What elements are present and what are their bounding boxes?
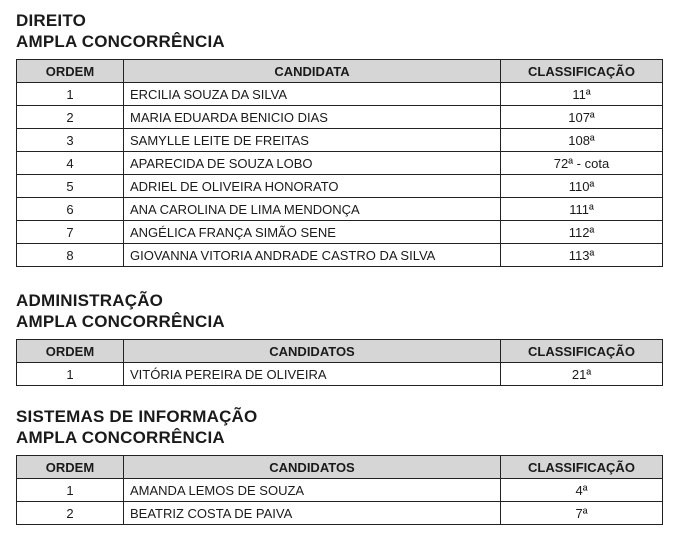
results-table (16, 59, 663, 267)
results-table (16, 455, 663, 525)
header-ordem: ORDEM (17, 60, 124, 83)
table-row (17, 363, 663, 386)
cell-classificacao: 113ª (501, 244, 663, 267)
table-header-row (17, 456, 663, 479)
section-subtitle: AMPLA CONCORRÊNCIA (16, 428, 225, 447)
table-row (17, 198, 663, 221)
cell-nome: ADRIEL DE OLIVEIRA HONORATO (124, 175, 501, 198)
header-candidatos: CANDIDATOS (124, 340, 501, 363)
cell-nome: VITÓRIA PEREIRA DE OLIVEIRA (124, 363, 501, 386)
table-row (17, 152, 663, 175)
cell-ordem: 3 (17, 129, 124, 152)
cell-nome: APARECIDA DE SOUZA LOBO (124, 152, 501, 175)
header-classificacao: CLASSIFICAÇÃO (501, 456, 663, 479)
header-ordem: ORDEM (17, 340, 124, 363)
section-title: SISTEMAS DE INFORMAÇÃO (16, 407, 258, 426)
section-title: ADMINISTRAÇÃO (16, 291, 164, 310)
table-row (17, 175, 663, 198)
cell-ordem: 6 (17, 198, 124, 221)
table-header-row (17, 340, 663, 363)
table-row (17, 106, 663, 129)
header-candidata: CANDIDATA (124, 60, 501, 83)
cell-nome: ERCILIA SOUZA DA SILVA (124, 83, 501, 106)
results-table (16, 339, 663, 386)
cell-ordem: 8 (17, 244, 124, 267)
cell-classificacao: 112ª (501, 221, 663, 244)
cell-classificacao: 107ª (501, 106, 663, 129)
cell-ordem: 5 (17, 175, 124, 198)
cell-classificacao: 21ª (501, 363, 663, 386)
cell-classificacao: 7ª (501, 502, 663, 525)
table-row (17, 221, 663, 244)
section-subtitle: AMPLA CONCORRÊNCIA (16, 312, 225, 331)
cell-classificacao: 108ª (501, 129, 663, 152)
cell-nome: SAMYLLE LEITE DE FREITAS (124, 129, 501, 152)
cell-classificacao: 4ª (501, 479, 663, 502)
cell-classificacao: 110ª (501, 175, 663, 198)
cell-nome: ANA CAROLINA DE LIMA MENDONÇA (124, 198, 501, 221)
cell-nome: AMANDA LEMOS DE SOUZA (124, 479, 501, 502)
section-subtitle: AMPLA CONCORRÊNCIA (16, 32, 225, 51)
table-row (17, 479, 663, 502)
cell-ordem: 7 (17, 221, 124, 244)
table-header-row (17, 60, 663, 83)
cell-nome: GIOVANNA VITORIA ANDRADE CASTRO DA SILVA (124, 244, 501, 267)
header-ordem: ORDEM (17, 456, 124, 479)
section-administracao (16, 290, 663, 386)
cell-nome: ANGÉLICA FRANÇA SIMÃO SENE (124, 221, 501, 244)
table-row (17, 83, 663, 106)
cell-classificacao: 111ª (501, 198, 663, 221)
section-direito (16, 10, 663, 267)
section-sistemas-de-informacao (16, 406, 663, 525)
header-classificacao: CLASSIFICAÇÃO (501, 60, 663, 83)
table-row (17, 244, 663, 267)
cell-classificacao: 11ª (501, 83, 663, 106)
cell-ordem: 1 (17, 83, 124, 106)
table-row (17, 502, 663, 525)
section-title: DIREITO (16, 11, 87, 30)
cell-ordem: 2 (17, 106, 124, 129)
header-classificacao: CLASSIFICAÇÃO (501, 340, 663, 363)
cell-ordem: 1 (17, 363, 124, 386)
header-candidatos: CANDIDATOS (124, 456, 501, 479)
table-row (17, 129, 663, 152)
cell-ordem: 1 (17, 479, 124, 502)
cell-classificacao: 72ª - cota (501, 152, 663, 175)
cell-ordem: 2 (17, 502, 124, 525)
cell-ordem: 4 (17, 152, 124, 175)
cell-nome: MARIA EDUARDA BENICIO DIAS (124, 106, 501, 129)
cell-nome: BEATRIZ COSTA DE PAIVA (124, 502, 501, 525)
